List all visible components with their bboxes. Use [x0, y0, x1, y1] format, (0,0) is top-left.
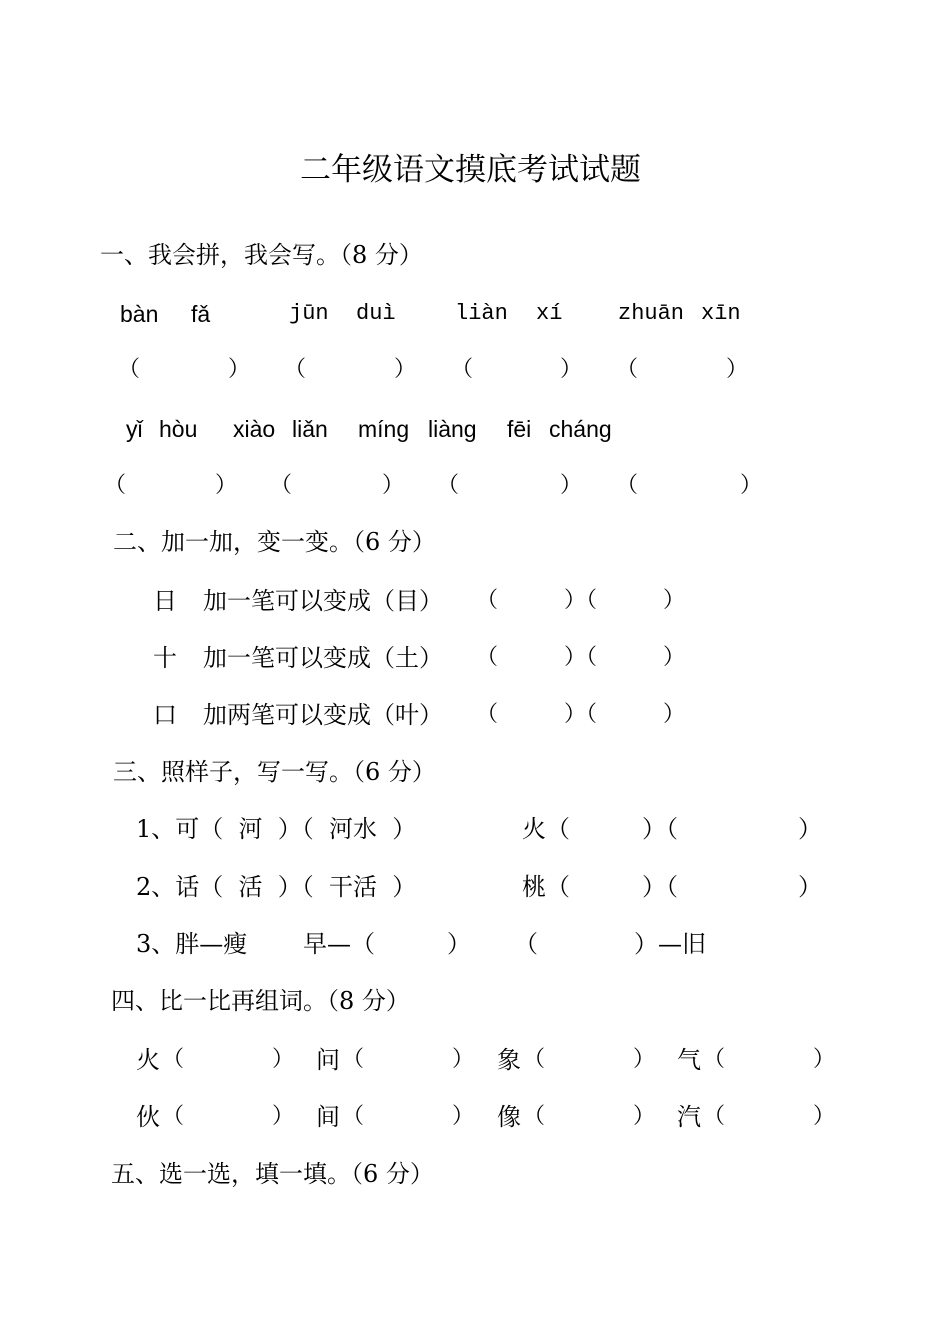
answer-blanks: （ ）（ ）: [476, 645, 686, 670]
antonym-exercise-2: （ ）—旧: [514, 930, 706, 958]
section-4-heading: 四、比一比再组词。（8 分）: [111, 987, 410, 1015]
open-paren: （: [437, 473, 460, 498]
pinyin: fēi: [507, 416, 532, 442]
section-5-heading: 五、选一选，填一填。（6 分）: [111, 1160, 434, 1188]
compare-character: 伙: [136, 1103, 160, 1131]
pinyin: xiào: [233, 416, 276, 442]
open-paren: （: [270, 473, 293, 498]
answer-blank: （ ）: [703, 1104, 836, 1129]
pinyin: xí: [536, 301, 563, 326]
antonym-example: 3、胖—瘦: [136, 930, 248, 958]
close-paren: ）: [560, 473, 583, 498]
answer-blank: （ ）: [342, 1047, 475, 1072]
instruction-text: 加两笔可以变成（叶）: [203, 701, 443, 729]
base-character: 十: [153, 644, 177, 672]
open-paren: （: [118, 357, 141, 382]
open-paren: （: [616, 357, 639, 382]
compare-character: 象: [497, 1046, 521, 1074]
section-1-heading: 一、我会拼，我会写。（8 分）: [100, 241, 423, 269]
answer-blank: （ ）: [523, 1047, 656, 1072]
answer-blanks: （ ）（ ）: [476, 588, 686, 613]
answer-blank: （ ）: [342, 1104, 475, 1129]
pinyin: liàn: [455, 301, 508, 326]
pinyin: bàn: [120, 301, 159, 327]
close-paren: ）: [560, 357, 583, 382]
pinyin: zhuān: [618, 301, 685, 326]
exercise-line-1: 火（ ）（ ）: [522, 815, 822, 843]
open-paren: （: [616, 473, 639, 498]
section-3-heading: 三、照样子，写一写。（6 分）: [113, 758, 436, 786]
answer-blank: （ ）: [703, 1047, 836, 1072]
pinyin: xīn: [701, 301, 741, 326]
answer-blanks: （ ）（ ）: [476, 702, 686, 727]
base-character: 口: [153, 701, 177, 729]
pinyin: duì: [356, 301, 396, 326]
close-paren: ）: [394, 357, 417, 382]
antonym-exercise-1: 早—（ ）: [303, 930, 471, 958]
open-paren: （: [284, 357, 307, 382]
answer-blank: （ ）: [523, 1104, 656, 1129]
example-line-2: 2、话（ 活 ）（ 干活 ）: [136, 873, 417, 901]
section-2-heading: 二、加一加，变一变。（6 分）: [113, 528, 436, 556]
close-paren: ）: [382, 473, 405, 498]
open-paren: （: [104, 473, 127, 498]
base-character: 日: [153, 587, 177, 615]
exercise-line-2: 桃（ ）（ ）: [522, 873, 822, 901]
pinyin: míng: [358, 416, 410, 442]
compare-character: 问: [316, 1046, 340, 1074]
compare-character: 火: [136, 1046, 160, 1074]
compare-character: 气: [677, 1046, 701, 1074]
example-line-1: 1、可（ 河 ）（ 河水 ）: [136, 815, 417, 843]
compare-character: 汽: [677, 1103, 701, 1131]
answer-blank: （ ）: [162, 1104, 295, 1129]
page-title: 二年级语文摸底考试试题: [300, 152, 641, 188]
pinyin: fǎ: [191, 301, 211, 327]
close-paren: ）: [228, 357, 251, 382]
compare-character: 间: [316, 1103, 340, 1131]
pinyin: cháng: [549, 416, 612, 442]
close-paren: ）: [740, 473, 763, 498]
compare-character: 像: [497, 1103, 521, 1131]
pinyin: liàng: [428, 416, 477, 442]
answer-blank: （ ）: [162, 1047, 295, 1072]
open-paren: （: [451, 357, 474, 382]
close-paren: ）: [215, 473, 238, 498]
pinyin: yǐ: [126, 416, 143, 442]
pinyin: hòu: [159, 416, 198, 442]
instruction-text: 加一笔可以变成（土）: [203, 644, 443, 672]
pinyin: jūn: [289, 301, 329, 326]
instruction-text: 加一笔可以变成（目）: [203, 587, 443, 615]
pinyin: liǎn: [292, 416, 328, 442]
close-paren: ）: [726, 357, 749, 382]
